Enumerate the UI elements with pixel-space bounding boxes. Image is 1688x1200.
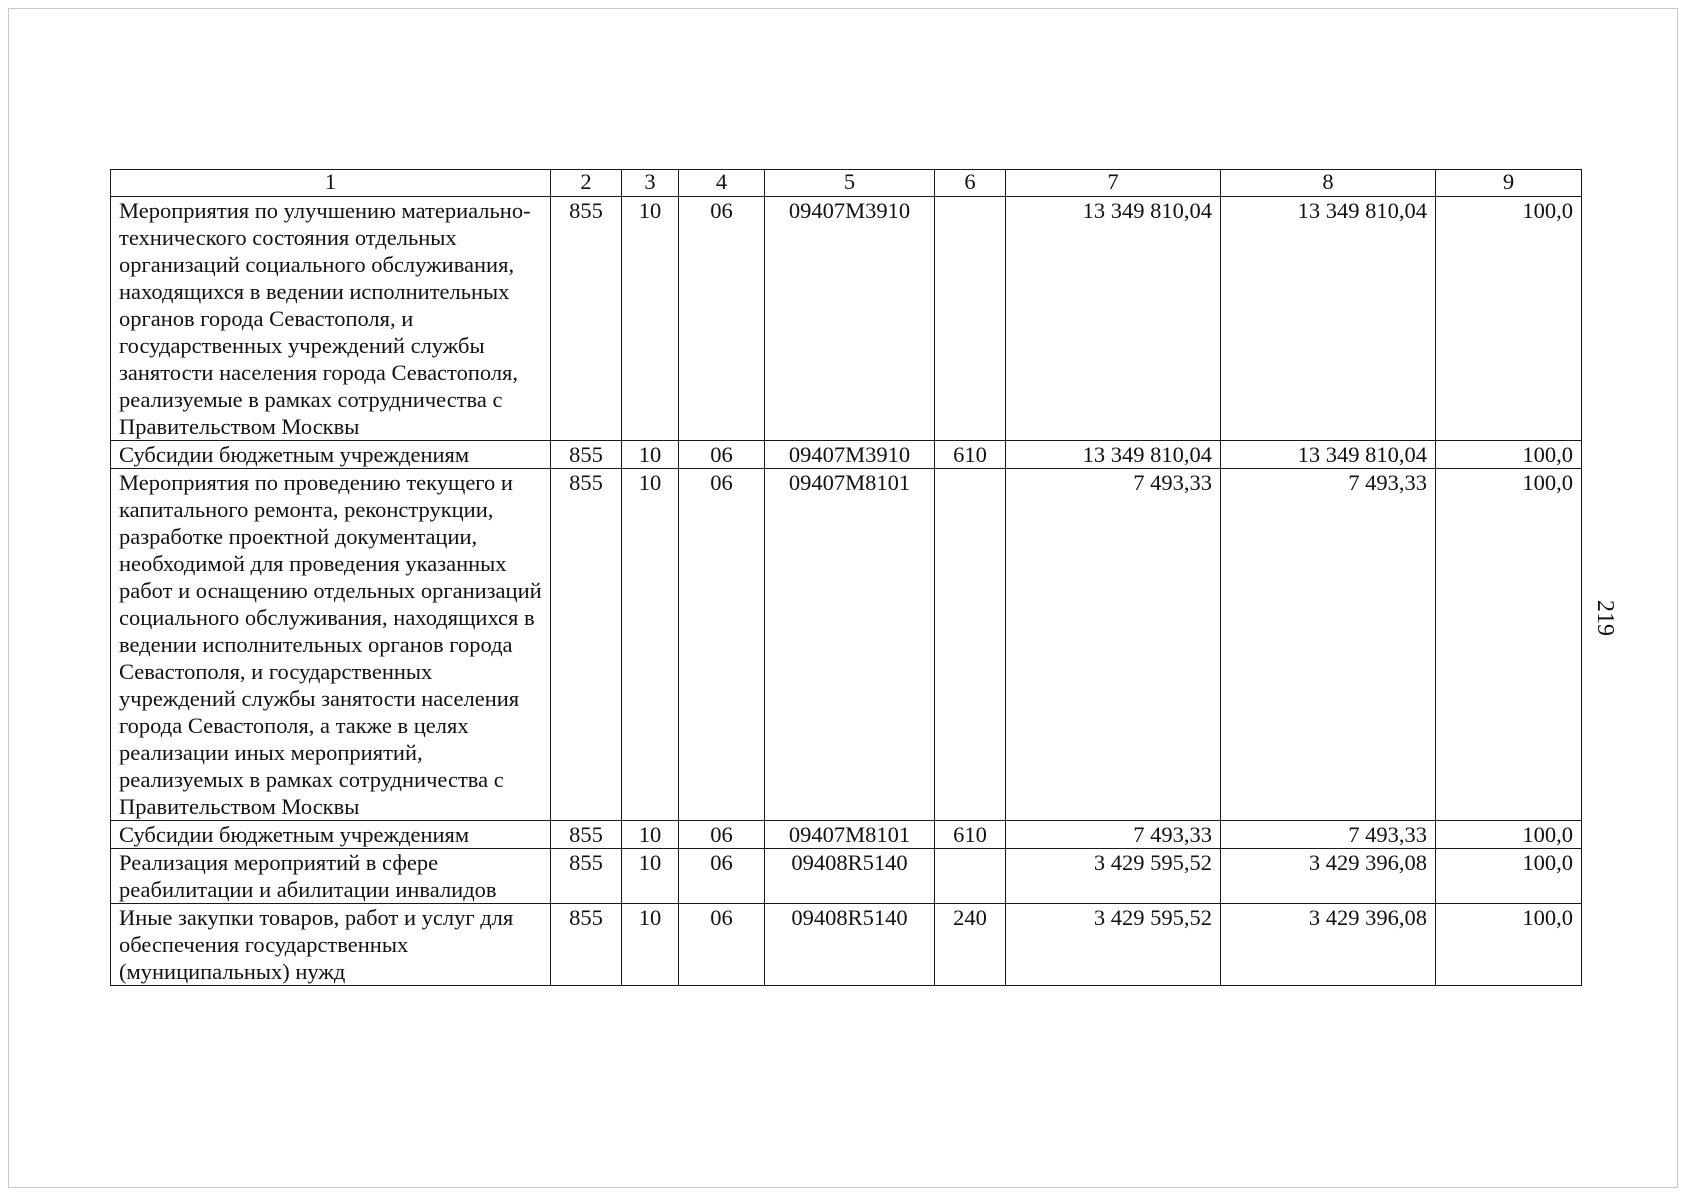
- csr-cell: 09408R5140: [765, 849, 935, 904]
- plan-cell: 7 493,33: [1006, 469, 1221, 821]
- fact-cell: 7 493,33: [1221, 469, 1436, 821]
- fact-cell: 13 349 810,04: [1221, 197, 1436, 441]
- header-cell: 3: [622, 170, 679, 197]
- vr-cell: 240: [935, 904, 1006, 986]
- header-cell: 5: [765, 170, 935, 197]
- percent-cell: 100,0: [1436, 197, 1582, 441]
- pr-cell: 06: [679, 821, 765, 849]
- rz-cell: 10: [622, 849, 679, 904]
- percent-cell: 100,0: [1436, 849, 1582, 904]
- pr-cell: 06: [679, 197, 765, 441]
- fact-cell: 3 429 396,08: [1221, 849, 1436, 904]
- fact-cell: 3 429 396,08: [1221, 904, 1436, 986]
- header-cell: 4: [679, 170, 765, 197]
- pr-cell: 06: [679, 849, 765, 904]
- page-number: 219: [1592, 600, 1618, 636]
- row-name-cell: Субсидии бюджетным учреждениям: [111, 821, 551, 849]
- plan-cell: 13 349 810,04: [1006, 441, 1221, 469]
- percent-cell: 100,0: [1436, 469, 1582, 821]
- percent-cell: 100,0: [1436, 441, 1582, 469]
- gr-cell: 855: [551, 904, 622, 986]
- csr-cell: 09407M8101: [765, 469, 935, 821]
- plan-cell: 7 493,33: [1006, 821, 1221, 849]
- header-cell: 9: [1436, 170, 1582, 197]
- gr-cell: 855: [551, 849, 622, 904]
- table-row: [111, 904, 1582, 986]
- table-row: [111, 849, 1582, 904]
- plan-cell: 3 429 595,52: [1006, 904, 1221, 986]
- row-name-cell: Реализация мероприятий в сфере реабилитации и абилитации инвалидов: [111, 849, 551, 904]
- gr-cell: 855: [551, 469, 622, 821]
- rz-cell: 10: [622, 441, 679, 469]
- percent-cell: 100,0: [1436, 904, 1582, 986]
- header-cell: 7: [1006, 170, 1221, 197]
- budget-table: [110, 169, 1582, 986]
- csr-cell: 09407M3910: [765, 441, 935, 469]
- rz-cell: 10: [622, 197, 679, 441]
- csr-cell: 09407M8101: [765, 821, 935, 849]
- rz-cell: 10: [622, 904, 679, 986]
- pr-cell: 06: [679, 469, 765, 821]
- percent-cell: 100,0: [1436, 821, 1582, 849]
- fact-cell: 13 349 810,04: [1221, 441, 1436, 469]
- rz-cell: 10: [622, 821, 679, 849]
- header-cell: 1: [111, 170, 551, 197]
- header-cell: 6: [935, 170, 1006, 197]
- row-name-cell: Иные закупки товаров, работ и услуг для обеспечения государственных (муниципальных) нужд: [111, 904, 551, 986]
- fact-cell: 7 493,33: [1221, 821, 1436, 849]
- plan-cell: 13 349 810,04: [1006, 197, 1221, 441]
- gr-cell: 855: [551, 821, 622, 849]
- csr-cell: 09408R5140: [765, 904, 935, 986]
- gr-cell: 855: [551, 197, 622, 441]
- header-cell: 8: [1221, 170, 1436, 197]
- row-name-cell: Субсидии бюджетным учреждениям: [111, 441, 551, 469]
- table-row: [111, 821, 1582, 849]
- table-row: [111, 441, 1582, 469]
- header-cell: 2: [551, 170, 622, 197]
- table-row: [111, 197, 1582, 441]
- pr-cell: 06: [679, 904, 765, 986]
- vr-cell: [935, 469, 1006, 821]
- header-row: [111, 170, 1582, 197]
- rz-cell: 10: [622, 469, 679, 821]
- plan-cell: 3 429 595,52: [1006, 849, 1221, 904]
- row-name-cell: Мероприятия по проведению текущего и капитального ремонта, реконструкции, разработке проектной документации, необходимой для проведения указанных работ и оснащению отдельных организаций социального обслуживания, находящихся в ведении исполнительных органов города Севастополя, и государственных учреждений службы занятости населения города Севастополя, а также в целях реализации иных мероприятий, реализуемых в рамках сотрудничества с Правительством Москвы: [111, 469, 551, 821]
- row-name-cell: Мероприятия по улучшению материально-технического состояния отдельных организаций социального обслуживания, находящихся в ведении исполнительных органов города Севастополя, и государственных учреждений службы занятости населения города Севастополя, реализуемые в рамках сотрудничества с Правительством Москвы: [111, 197, 551, 441]
- vr-cell: [935, 197, 1006, 441]
- pr-cell: 06: [679, 441, 765, 469]
- gr-cell: 855: [551, 441, 622, 469]
- csr-cell: 09407M3910: [765, 197, 935, 441]
- vr-cell: [935, 849, 1006, 904]
- vr-cell: 610: [935, 821, 1006, 849]
- vr-cell: 610: [935, 441, 1006, 469]
- table-row: [111, 469, 1582, 821]
